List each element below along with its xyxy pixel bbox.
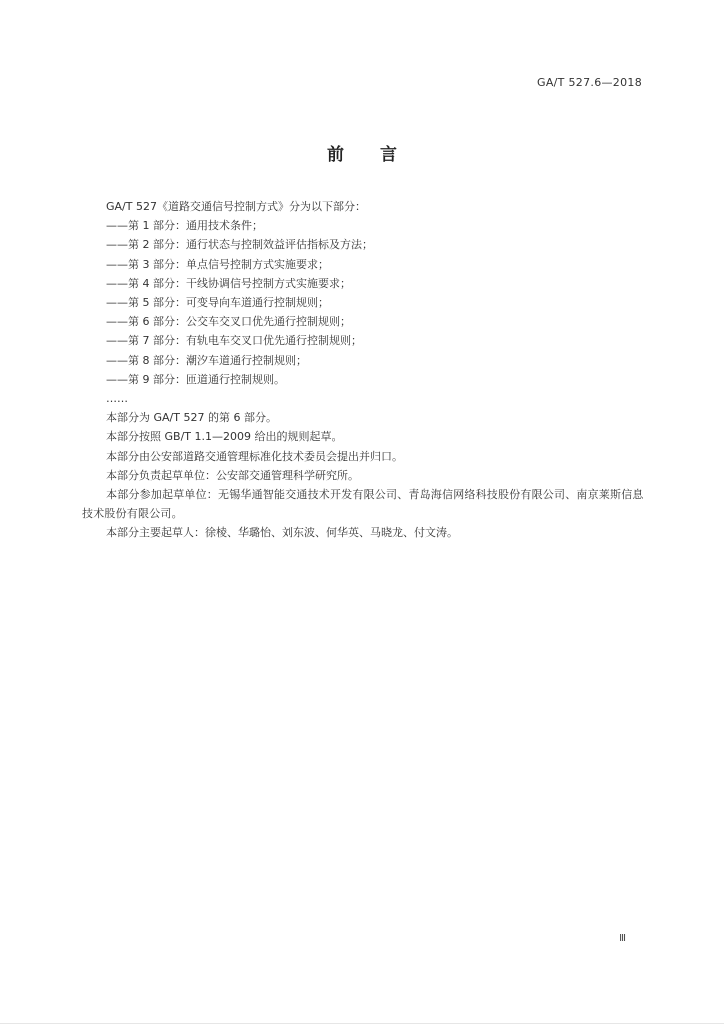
statement-paragraph: 本部分负责起草单位：公安部交通管理科学研究所。 bbox=[106, 468, 359, 482]
list-item: ——第 1 部分：通用技术条件； bbox=[106, 219, 263, 233]
statement-paragraph: 本部分由公安部道路交通管理标准化技术委员会提出并归口。 bbox=[106, 449, 403, 463]
list-item: ——第 5 部分：可变导向车道通行控制规则； bbox=[106, 296, 329, 310]
intro-paragraph: GA/T 527《道路交通信号控制方式》分为以下部分： bbox=[106, 200, 366, 213]
document-code: GA/T 527.6—2018 bbox=[537, 76, 642, 89]
list-item: ——第 6 部分：公交车交叉口优先通行控制规则； bbox=[106, 315, 351, 329]
page-title: 前言 bbox=[327, 145, 433, 165]
document-body bbox=[82, 197, 644, 543]
list-item: ——第 8 部分：潮汐车道通行控制规则； bbox=[106, 353, 307, 367]
statement-paragraph: 本部分参加起草单位：无锡华通智能交通技术开发有限公司、青岛海信网络科技股份有限公司、南京莱斯信息技术股份有限公司。 bbox=[82, 488, 644, 521]
statement-paragraph: 本部分按照 GB/T 1.1—2009 给出的规则起草。 bbox=[106, 430, 343, 444]
ellipsis: …… bbox=[106, 392, 128, 406]
list-item: ——第 7 部分：有轨电车交叉口优先通行控制规则； bbox=[106, 334, 362, 348]
statement-paragraph: 本部分主要起草人：徐棱、华璐怡、刘东波、何华英、马晓龙、付文涛。 bbox=[106, 526, 458, 540]
list-item: ——第 3 部分：单点信号控制方式实施要求； bbox=[106, 257, 329, 271]
list-item: ——第 2 部分：通行状态与控制效益评估指标及方法； bbox=[106, 238, 373, 252]
list-item: ——第 4 部分：干线协调信号控制方式实施要求； bbox=[106, 276, 351, 290]
statement-paragraph: 本部分为 GA/T 527 的第 6 部分。 bbox=[106, 411, 277, 425]
list-item: ——第 9 部分：匝道通行控制规则。 bbox=[106, 372, 285, 386]
page-number: Ⅲ bbox=[619, 933, 626, 944]
